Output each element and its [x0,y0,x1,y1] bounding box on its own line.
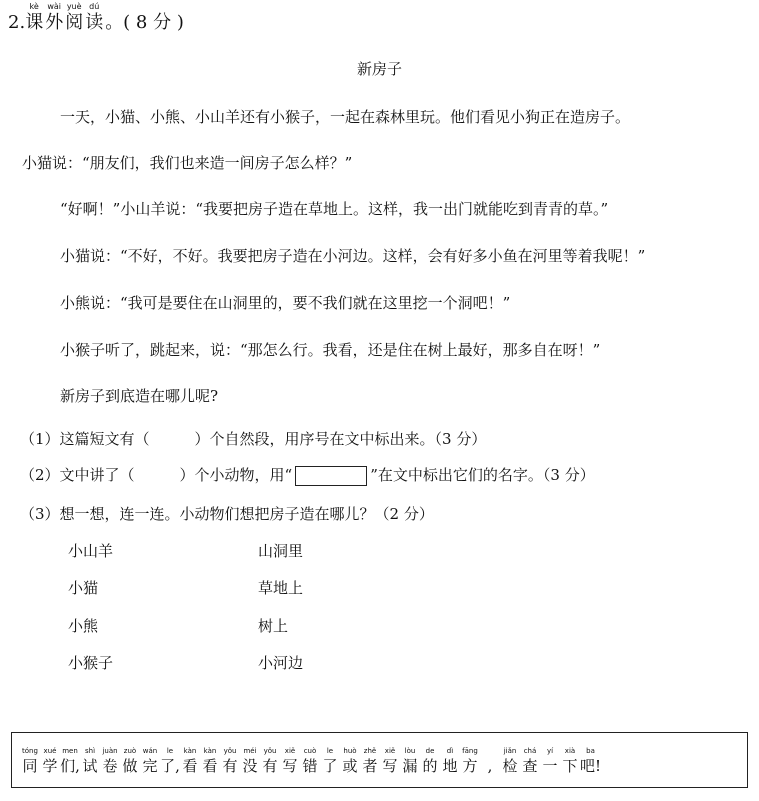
match-right-item[interactable]: 草地上 [258,579,304,597]
section-heading [8,2,184,34]
question-2 [20,464,595,486]
reminder-char: yǒu 有 [262,747,278,775]
reminder-char: le 了, [160,747,180,775]
match-left-item[interactable]: 小猫 [68,579,99,597]
story-title: 新房子 [356,60,402,78]
reminder-char: kàn 看 [182,747,198,775]
story-paragraph: “好啊！”小山羊说：“我要把房子造在草地上。这样，我一出门就能吃到青青的草。” [60,200,609,218]
match-left-item[interactable]: 小山羊 [68,542,114,560]
match-right-item[interactable]: 树上 [258,617,289,635]
reminder-char: , [487,757,493,775]
reminder-char: ba 吧! [580,747,602,775]
story-paragraph: 小猫说：“不好，不好。我要把房子造在小河边。这样，会有好多小鱼在河里等着我呢！” [60,247,646,265]
reminder-char: fāng 方 [462,747,478,775]
question-2-text-after: ”在文中标出它们的名字。（3 分） [370,466,595,484]
question-2-text-before: （2）文中讲了（ ）个小动物，用“ [20,466,293,484]
reminder-char: huò 或 [342,747,358,775]
match-right-item[interactable]: 小河边 [258,654,304,672]
question-3: （3）想一想，连一连。小动物们想把房子造在哪儿？（2 分） [20,505,434,523]
question-1: （1）这篇短文有（ ）个自然段，用序号在文中标出来。（3 分） [20,430,487,448]
reminder-char: yǒu 有 [222,747,238,775]
reminder-char: shì 试 [82,747,98,775]
reminder-char: men 们, [60,747,80,775]
reminder-char: le 了 [322,747,338,775]
reminder-char: juàn 卷 [102,747,118,775]
heading-score: 。( 8 分 ) [105,12,184,33]
reminder-box [11,732,748,788]
question-number: 2. [8,12,26,33]
reminder-char: jiǎn 检 [502,747,518,775]
reminder-char: wán 完 [142,747,158,775]
reminder-char: xué 学 [42,747,58,775]
match-right-item[interactable]: 山洞里 [258,542,304,560]
reminder-char: kàn 看 [202,747,218,775]
story-paragraph: 小猴子听了，跳起来，说：“那怎么行。我看，还是住在树上最好，那多自在呀！” [60,341,601,359]
story-paragraph: 一天，小猫、小熊、小山羊还有小猴子，一起在森林里玩。他们看见小狗正在造房子。 [60,108,631,126]
story-paragraph: 小熊说：“我可是要住在山洞里的，要不我们就在这里挖一个洞吧！” [60,294,511,312]
reminder-char: yí 一 [542,747,558,775]
reminder-char: xiě 写 [282,747,298,775]
mark-box-icon [295,466,367,486]
reminder-char: zuò 做 [122,747,138,775]
heading-char: kè 课 [25,2,44,33]
reminder-char: xiě 写 [382,747,398,775]
reminder-char: méi 没 [242,747,258,775]
reminder-text [20,747,601,776]
reminder-char: zhě 者 [362,747,378,775]
reminder-char: dì 地 [442,747,458,775]
story-paragraph: 小猫说：“朋友们，我们也来造一间房子怎么样？” [22,154,353,172]
match-left-item[interactable]: 小猴子 [68,654,114,672]
reminder-char: lòu 漏 [402,747,418,775]
heading-char: dú 读 [85,2,104,33]
story-paragraph: 新房子到底造在哪儿呢? [60,387,219,405]
reminder-char: xià 下 [562,747,578,775]
reminder-char: tóng 同 [22,747,38,775]
reminder-char: cuò 错 [302,747,318,775]
reminder-char: de 的 [422,747,438,775]
heading-char: wài 外 [45,2,64,33]
reminder-char: chá 查 [522,747,538,775]
heading-char: yuè 阅 [65,2,84,33]
match-left-item[interactable]: 小熊 [68,617,99,635]
